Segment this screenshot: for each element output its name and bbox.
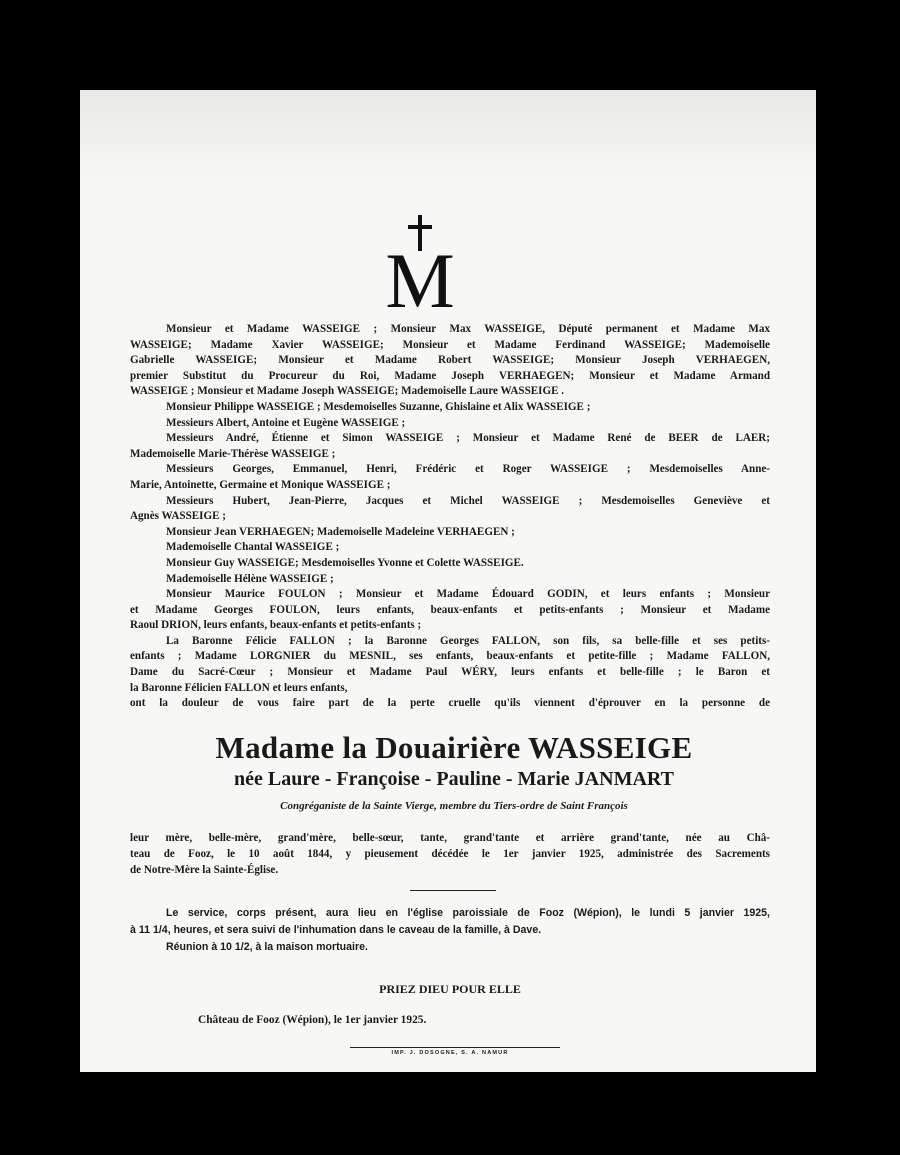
- announcement-line: WASSEIGE ; Monsieur et Madame Joseph WASSEIGE; Mademoiselle Laure WASSEIGE .: [130, 385, 565, 398]
- announcement-line: Monsieur Philippe WASSEIGE ; Mesdemoiselles Suzanne, Ghislaine et Alix WASSEIGE ;: [166, 400, 591, 413]
- cross-monogram-icon: [380, 215, 460, 311]
- announcement-line: ont la douleur de vous faire part de la perte cruelle qu'ils viennent d'éprouver en la personne de: [130, 697, 770, 710]
- monogram-letter: M: [385, 237, 455, 311]
- announcement-line: Marie, Antoinette, Germaine et Monique WASSEIGE ;: [130, 478, 391, 491]
- announcement-line: Messieurs Hubert, Jean-Pierre, Jacques et Michel WASSEIGE ; Mesdemoiselles Geneviève et: [166, 494, 770, 507]
- deceased-name: Madame la Douairière WASSEIGE: [215, 730, 693, 765]
- relation-line: teau de Fooz, le 10 août 1844, y pieusement décédée le 1er janvier 1925, administrée des Sacrements: [130, 848, 770, 860]
- place-and-date: Château de Fooz (Wépion), le 1er janvier 1925.: [198, 1014, 427, 1026]
- announcement-line: Mademoiselle Chantal WASSEIGE ;: [166, 541, 340, 554]
- religious-affiliation: Congréganiste de la Sainte Vierge, membre du Tiers-ordre de Saint François: [280, 800, 628, 812]
- printer-divider: [350, 1047, 560, 1048]
- announcement-line: Messieurs Albert, Antoine et Eugène WASSEIGE ;: [166, 416, 406, 429]
- prayer-request: PRIEZ DIEU POUR ELLE: [379, 982, 521, 996]
- announcement-line: Monsieur Jean VERHAEGEN; Mademoiselle Madeleine VERHAEGEN ;: [166, 525, 515, 538]
- announcement-line: Gabrielle WASSEIGE; Monsieur et Madame Robert WASSEIGE; Monsieur Joseph VERHAEGEN,: [130, 354, 770, 367]
- service-line: à 11 1/4, heures, et sera suivi de l'inhumation dans le caveau de la famille, à Dave.: [130, 924, 542, 936]
- divider: [410, 890, 496, 891]
- printer-imprint: IMP. J. DOSOGNE, S. A. NAMUR: [391, 1050, 509, 1056]
- announcement-line: WASSEIGE; Madame Xavier WASSEIGE; Monsieur et Madame Ferdinand WASSEIGE; Mademoiselle: [130, 338, 770, 351]
- announcement-line: La Baronne Félicie FALLON ; la Baronne Georges FALLON, son fils, sa belle-fille et ses petits-: [166, 634, 770, 647]
- announcement-line: Monsieur Guy WASSEIGE; Mesdemoiselles Yvonne et Colette WASSEIGE.: [166, 556, 524, 569]
- announcement-line: Messieurs Georges, Emmanuel, Henri, Frédéric et Roger WASSEIGE ; Mesdemoiselles Anne-: [166, 463, 770, 476]
- service-details: [130, 905, 770, 956]
- announcement-line: premier Substitut du Procureur du Roi, Madame Joseph VERHAEGEN; Monsieur et Madame Armand: [130, 369, 770, 382]
- relation-line: leur mère, belle-mère, grand'mère, belle-sœur, tante, grand'tante et arrière grand'tante, née au Châ-: [130, 832, 770, 844]
- maiden-name: née Laure - Françoise - Pauline - Marie JANMART: [234, 768, 674, 790]
- announcement-line: Dame du Sacré-Cœur ; Monsieur et Madame Paul WÉRY, leurs enfants et belle-fille ; le Baron et: [130, 666, 770, 679]
- obituary-notice: [80, 90, 816, 1072]
- service-line: Réunion à 10 1/2, à la maison mortuaire.: [166, 941, 368, 953]
- service-line: Le service, corps présent, aura lieu en l'église paroissiale de Fooz (Wépion), le lundi 5 janvier 1925,: [166, 907, 770, 919]
- relation-line: de Notre-Mère la Sainte-Église.: [130, 864, 279, 876]
- announcement-line: Raoul DRION, leurs enfants, beaux-enfants et petits-enfants ;: [130, 619, 422, 632]
- announcement-line: Mademoiselle Marie-Thérèse WASSEIGE ;: [130, 447, 336, 460]
- announcement-line: et Madame Georges FOULON, leurs enfants, beaux-enfants et petits-enfants ; Monsieur et Madame: [130, 603, 770, 616]
- announcement-line: enfants ; Madame LORGNIER du MESNIL, ses enfants, beaux-enfants et petite-fille ; Madame FALLON,: [130, 650, 770, 663]
- relation-paragraph: [130, 830, 770, 878]
- announcement-line: Monsieur Maurice FOULON ; Monsieur et Madame Édouard GODIN, et leurs enfants ; Monsieur: [166, 588, 770, 601]
- family-announcement: [130, 322, 770, 712]
- announcement-line: Agnès WASSEIGE ;: [130, 510, 226, 523]
- announcement-line: Messieurs André, Étienne et Simon WASSEIGE ; Monsieur et Madame René de BEER de LAER;: [166, 432, 770, 445]
- announcement-line: Mademoiselle Hélène WASSEIGE ;: [166, 572, 334, 585]
- announcement-line: Monsieur et Madame WASSEIGE ; Monsieur Max WASSEIGE, Député permanent et Madame Max: [166, 323, 770, 335]
- announcement-line: la Baronne Félicien FALLON et leurs enfants,: [130, 681, 348, 694]
